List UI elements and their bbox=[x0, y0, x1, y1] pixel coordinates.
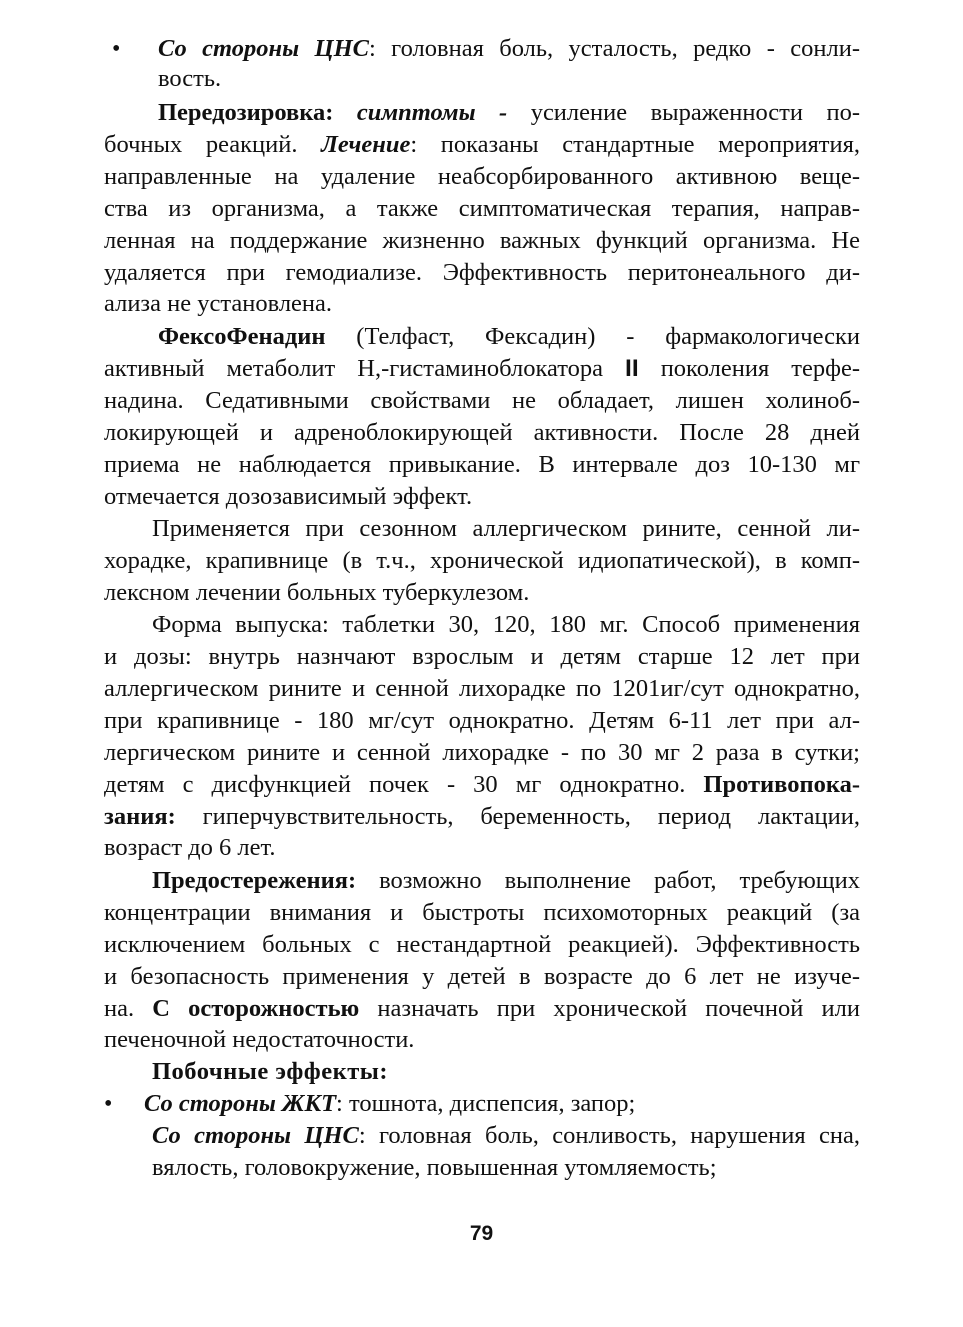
overdose-label: Передозировка: bbox=[158, 99, 334, 126]
warnings-line: Предостережения: возможно выполнение работ, требующих bbox=[152, 867, 860, 894]
bullet-marker: • bbox=[104, 1091, 113, 1117]
text-line: ализа не установлена. bbox=[104, 290, 333, 317]
drug-name: ФексоФенадин bbox=[158, 323, 326, 350]
text-line: отмечается дозозависимый эффект. bbox=[104, 483, 473, 510]
text-line: бочных реакций. Лечение: показаны стандартные мероприятия, bbox=[104, 131, 860, 158]
text-line: печеночной недостаточности. bbox=[104, 1026, 415, 1053]
text-line: концентрации внимания и быстроты психомоторных реакций (за bbox=[104, 899, 860, 926]
text-line: зания: гиперчувствительность, беременность, период лактации, bbox=[104, 803, 860, 830]
text-line: направленные на удаление неабсорбированного активною веще- bbox=[104, 163, 860, 190]
warnings-label: Предостережения: bbox=[152, 867, 357, 894]
text-line: вялость, головокружение, повышенная утомляемость; bbox=[152, 1154, 717, 1181]
caution-label: С осторожностью bbox=[152, 995, 360, 1022]
text-line: приема не наблюдается привыкание. В интервале доз 10-130 мг bbox=[104, 451, 860, 478]
text-line: хорадке, крапивнице (в т.ч., хронической идиопатической), в комп- bbox=[104, 547, 860, 574]
text-line: лергическом рините и сенной лихорадке - по 30 мг 2 раза в сутки; bbox=[104, 739, 860, 766]
text-line: ленная на поддержание жизненно важных функций организма. Не bbox=[104, 227, 860, 254]
text-line: и безопасность применения у детей в возрасте до 6 лет не изуче- bbox=[104, 963, 860, 990]
cns-effects-line: Со стороны ЦНС: головная боль, усталость, редко - сонли- bbox=[158, 35, 860, 62]
treatment-label: Лечение bbox=[321, 131, 411, 158]
text-line: вость. bbox=[158, 65, 222, 92]
text-line: надина. Седативными свойствами не обладает, лишен холиноб- bbox=[104, 387, 860, 414]
text-line: удаляется при гемодиализе. Эффективность перитонеального ди- bbox=[104, 259, 860, 286]
text-line: Применяется при сезонном аллергическом рините, сенной ли- bbox=[152, 515, 860, 542]
contraindications-label-cont: зания: bbox=[104, 803, 176, 830]
fexofenadine-line: ФексоФенадин (Телфаст, Фексадин) - фармакологически bbox=[158, 323, 860, 350]
text-line: аллергическом рините и сенной лихорадке по 1201иг/сут однократно, bbox=[104, 675, 860, 702]
text-line: локирующей и адреноблокирующей активности. После 28 дней bbox=[104, 419, 860, 446]
page-number: 79 bbox=[469, 1222, 494, 1245]
text-line: лексном лечении больных туберкулезом. bbox=[104, 579, 530, 606]
side-effects-heading: Побочные эффекты: bbox=[152, 1058, 389, 1085]
contraindications-label: Противопока- bbox=[703, 771, 860, 798]
text-line: Форма выпуска: таблетки 30, 120, 180 мг. Способ применения bbox=[152, 611, 860, 638]
generation-numeral: II bbox=[625, 355, 639, 382]
text-line: ства из организма, а также симптоматическая терапия, направ- bbox=[104, 195, 860, 222]
overdose-line: Передозировка: симптомы - усиление выраженности по- bbox=[158, 99, 860, 126]
bullet-marker: • bbox=[112, 36, 121, 62]
text-line: возраст до 6 лет. bbox=[104, 834, 276, 861]
cns-label: Со стороны ЦНС bbox=[158, 35, 369, 62]
text-line: активный метаболит Н,-гистаминоблокатора II поколения терфе- bbox=[104, 355, 861, 382]
text-line: при крапивнице - 180 мг/сут однократно. Детям 6-11 лет при ал- bbox=[104, 707, 860, 734]
text-line: исключением больных с нестандартной реакцией). Эффективность bbox=[104, 931, 860, 958]
gi-label: Со стороны ЖКТ bbox=[144, 1090, 337, 1117]
text-line: детям с дисфункцией почек - 30 мг однократно. Противопока- bbox=[104, 771, 860, 798]
cns-side-label: Со стороны ЦНС bbox=[152, 1122, 359, 1149]
symptoms-label: симптомы - bbox=[356, 99, 508, 126]
text-line: на. С осторожностью назначать при хронической почечной или bbox=[104, 995, 860, 1022]
text-line: и дозы: внутрь назнчают взрослым и детям старше 12 лет при bbox=[104, 643, 860, 670]
gi-effects-line: Со стороны ЖКТ: тошнота, диспепсия, запор; bbox=[144, 1090, 636, 1117]
cns-side-effects-line: Со стороны ЦНС: головная боль, сонливость, нарушения сна, bbox=[152, 1122, 860, 1149]
